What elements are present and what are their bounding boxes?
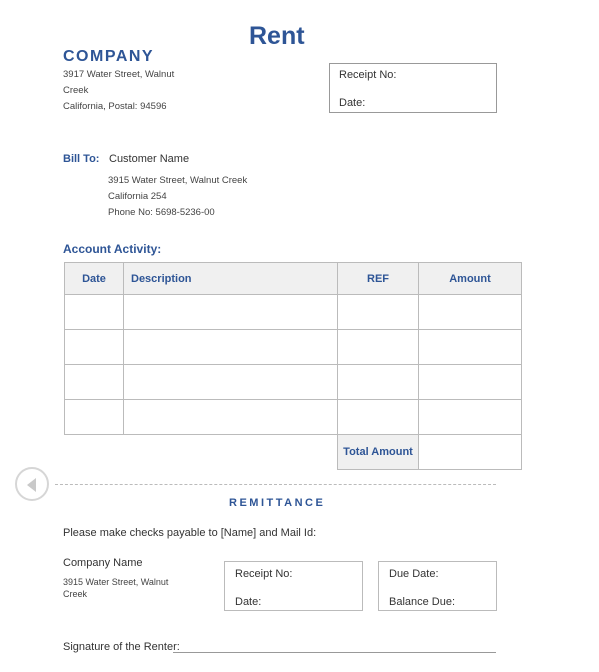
column-header-date: Date bbox=[65, 263, 124, 295]
remittance-address-line1: 3915 Water Street, Walnut bbox=[63, 577, 169, 587]
customer-address-line2: California 254 bbox=[108, 191, 167, 202]
company-address bbox=[63, 67, 198, 115]
table-cell[interactable] bbox=[65, 400, 124, 435]
table-cell[interactable] bbox=[419, 295, 522, 330]
column-header-ref: REF bbox=[338, 263, 419, 295]
table-cell[interactable] bbox=[338, 365, 419, 400]
table-header-row bbox=[65, 263, 522, 295]
company-address-line2: Creek bbox=[63, 85, 89, 96]
table-cell[interactable] bbox=[124, 295, 338, 330]
customer-name: Customer Name bbox=[109, 153, 190, 165]
company-address-line3: California, Postal: 94596 bbox=[63, 101, 167, 112]
remittance-heading: REMITTANCE bbox=[229, 497, 326, 507]
table-cell[interactable] bbox=[419, 365, 522, 400]
customer-phone: Phone No: 5698-5236-00 bbox=[108, 207, 215, 218]
total-amount-label: Total Amount bbox=[338, 435, 419, 470]
cut-line-divider bbox=[55, 484, 496, 485]
table-spacer bbox=[124, 435, 338, 470]
receipt-date-label: Date: bbox=[339, 97, 366, 109]
table-cell[interactable] bbox=[65, 365, 124, 400]
column-header-description: Description bbox=[124, 263, 338, 295]
remittance-company-name: Company Name bbox=[63, 557, 143, 569]
table-cell[interactable] bbox=[419, 330, 522, 365]
table-cell[interactable] bbox=[124, 365, 338, 400]
table-cell[interactable] bbox=[419, 400, 522, 435]
document-title: Rent bbox=[249, 22, 305, 50]
account-activity-table bbox=[64, 262, 522, 470]
receipt-info-box bbox=[329, 63, 497, 113]
signature-line[interactable] bbox=[173, 652, 496, 653]
payable-instructions: Please make checks payable to [Name] and Mail Id: bbox=[63, 527, 317, 539]
total-row bbox=[65, 435, 522, 470]
total-amount-value[interactable] bbox=[419, 435, 522, 470]
remittance-date-label: Date: bbox=[235, 596, 262, 608]
balance-due-label: Balance Due: bbox=[389, 596, 456, 608]
due-date-label: Due Date: bbox=[389, 568, 439, 580]
table-row bbox=[65, 330, 522, 365]
table-row bbox=[65, 365, 522, 400]
receipt-no-label: Receipt No: bbox=[339, 69, 397, 81]
previous-page-button[interactable] bbox=[15, 467, 49, 501]
bill-to-label: Bill To: bbox=[63, 153, 100, 165]
table-cell[interactable] bbox=[124, 400, 338, 435]
table-cell[interactable] bbox=[65, 295, 124, 330]
remittance-receipt-box bbox=[224, 561, 363, 611]
table-cell[interactable] bbox=[338, 400, 419, 435]
table-cell[interactable] bbox=[124, 330, 338, 365]
customer-address bbox=[108, 173, 247, 221]
company-address-line1: 3917 Water Street, Walnut bbox=[63, 69, 175, 80]
table-row bbox=[65, 400, 522, 435]
account-activity-heading: Account Activity: bbox=[63, 242, 162, 256]
signature-label: Signature of the Renter: bbox=[63, 641, 180, 653]
remittance-address-line2: Creek bbox=[63, 589, 88, 599]
arrow-left-icon bbox=[27, 478, 36, 492]
company-name: COMPANY bbox=[63, 48, 155, 65]
table-spacer bbox=[65, 435, 124, 470]
table-cell[interactable] bbox=[338, 295, 419, 330]
table-row bbox=[65, 295, 522, 330]
table-cell[interactable] bbox=[65, 330, 124, 365]
remittance-company-address bbox=[63, 576, 183, 604]
column-header-amount: Amount bbox=[419, 263, 522, 295]
table-cell[interactable] bbox=[338, 330, 419, 365]
customer-address-line1: 3915 Water Street, Walnut Creek bbox=[108, 175, 248, 186]
remittance-due-box bbox=[378, 561, 497, 611]
remittance-receipt-no-label: Receipt No: bbox=[235, 568, 293, 580]
